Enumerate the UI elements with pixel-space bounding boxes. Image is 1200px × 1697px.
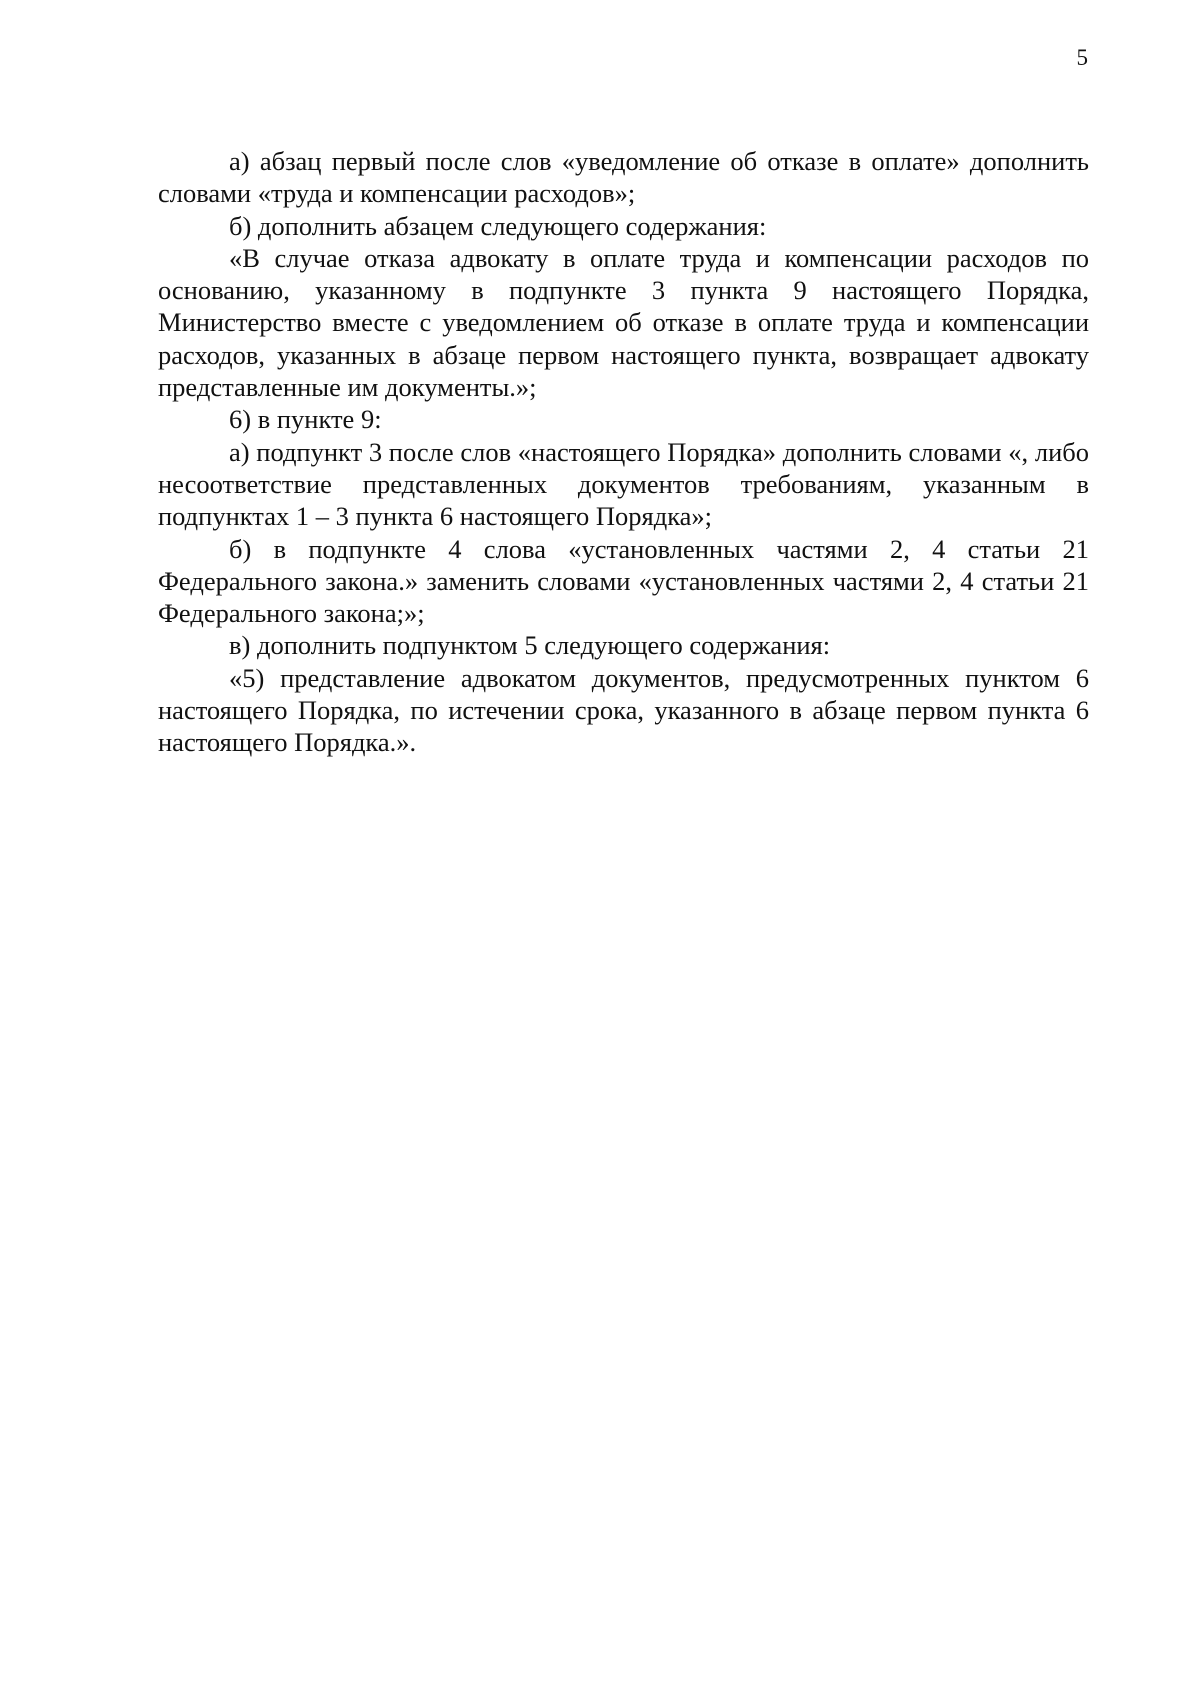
paragraph-item-6: 6) в пункте 9: (229, 404, 382, 435)
paragraph-amendment-a-second: а) подпункт 3 после слов «настоящего Порядка» дополнить словами «, либо несоответствие представленных документов требованиям, указанным в подпунктах 1 – 3 пункта 6 настоящего Порядка»; (158, 436, 1089, 532)
page-number: 5 (1076, 45, 1088, 70)
paragraph-quoted-refusal-text: «В случае отказа адвокату в оплате труда и компенсации расходов по основанию, указанному в подпункте 3 пункта 9 настоящего Порядка, Министерство вместе с уведомлением об отказе в оплате труда и компенсации расходов, указанных в абзаце первом настоящего пункта, возвращает адвокату представленные им документы.»; (158, 242, 1089, 403)
document-body (158, 145, 1089, 759)
paragraph-amendment-v: в) дополнить подпунктом 5 следующего содержания: (229, 630, 831, 661)
paragraph-amendment-b-first: б) дополнить абзацем следующего содержания: (229, 210, 767, 241)
paragraph-amendment-a-first: а) абзац первый после слов «уведомление об отказе в оплате» дополнить словами «труда и компенсации расходов»; (158, 146, 1089, 209)
paragraph-amendment-b-second: б) в подпункте 4 слова «установленных частями 2, 4 статьи 21 Федерального закона.» заменить словами «установленных частями 2, 4 статьи 21 Федерального закона;»; (158, 533, 1089, 629)
paragraph-quoted-subitem-5: «5) представление адвокатом документов, предусмотренных пунктом 6 настоящего Порядка, по истечении срока, указанного в абзаце первом пункта 6 настоящего Порядка.». (158, 662, 1089, 758)
